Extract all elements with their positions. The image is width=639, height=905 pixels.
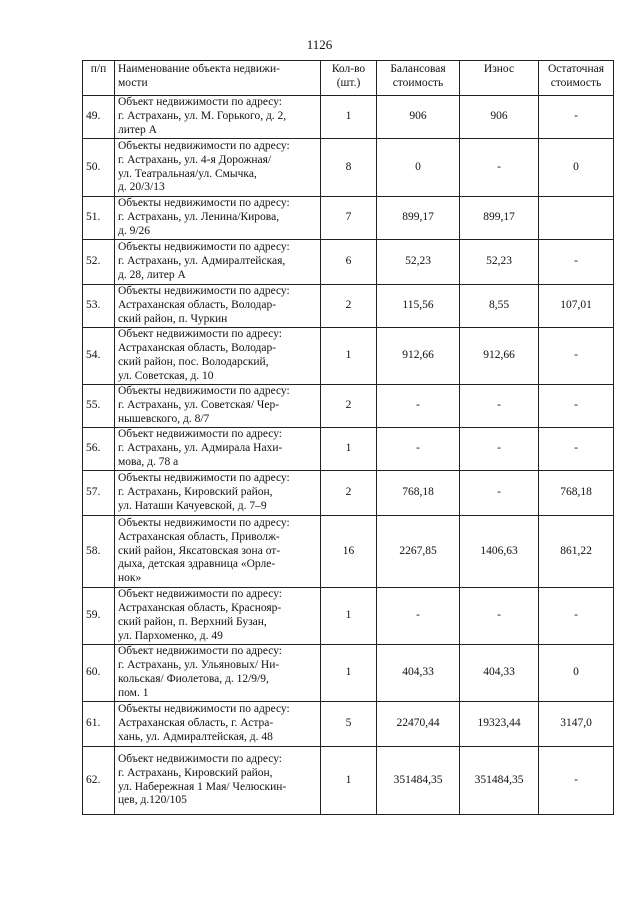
wear-value: 404,33 — [460, 645, 539, 702]
table-row — [83, 240, 614, 285]
header-balance-text: Балансовая стоимость — [390, 63, 446, 89]
wear-value: 351484,35 — [460, 747, 539, 815]
quantity: 7 — [321, 197, 377, 240]
wear-value: 899,17 — [460, 197, 539, 240]
residual-value: - — [539, 385, 614, 428]
row-number: 62. — [83, 747, 115, 815]
quantity: 16 — [321, 516, 377, 588]
wear-value: - — [460, 471, 539, 516]
quantity: 1 — [321, 645, 377, 702]
object-name: Объекты недвижимости по адресу: г. Астрахань, ул. 4-я Дорожная/ ул. Театральная/ул. Смычка, д. 20/3/13 — [115, 139, 321, 197]
row-number: 52. — [83, 240, 115, 285]
object-name: Объекты недвижимости по адресу: г. Астрахань, ул. Адмиралтейская, д. 28, литер А — [115, 240, 321, 285]
header-qty-text: Кол-во (шт.) — [331, 63, 366, 89]
table-row — [83, 385, 614, 428]
wear-value: 906 — [460, 96, 539, 139]
balance-value: 2267,85 — [377, 516, 460, 588]
object-name: Объекты недвижимости по адресу: г. Астрахань, ул. Ленина/Кирова, д. 9/26 — [115, 197, 321, 240]
table-row — [83, 747, 614, 815]
balance-value: 52,23 — [377, 240, 460, 285]
object-name: Объекты недвижимости по адресу: Астраханская область, Володар- ский район, п. Чуркин — [115, 285, 321, 328]
wear-value: - — [460, 139, 539, 197]
balance-value: 768,18 — [377, 471, 460, 516]
object-name: Объект недвижимости по адресу: г. Астрахань, Кировский район, ул. Набережная 1 Мая/ Челюскин- цев, д.120/105 — [115, 747, 321, 815]
wear-value: 19323,44 — [460, 702, 539, 747]
row-number: 49. — [83, 96, 115, 139]
table-row — [83, 471, 614, 516]
quantity: 2 — [321, 285, 377, 328]
wear-value: 52,23 — [460, 240, 539, 285]
residual-value: - — [539, 96, 614, 139]
object-name: Объект недвижимости по адресу: г. Астрахань, ул. Адмирала Нахи- мова, д. 78 а — [115, 428, 321, 471]
table-row — [83, 328, 614, 385]
balance-value: 899,17 — [377, 197, 460, 240]
residual-value: 861,22 — [539, 516, 614, 588]
table-row — [83, 197, 614, 240]
object-name: Объект недвижимости по адресу: г. Астрахань, ул. Ульяновых/ Ни- кольская/ Фиолетова, д. 12/9/9, пом. 1 — [115, 645, 321, 702]
residual-value — [539, 197, 614, 240]
residual-value: 107,01 — [539, 285, 614, 328]
object-name: Объект недвижимости по адресу: Астраханская область, Володар- ский район, пос. Володарский, ул. Советская, д. 10 — [115, 328, 321, 385]
row-number: 53. — [83, 285, 115, 328]
residual-value: 0 — [539, 139, 614, 197]
row-number: 55. — [83, 385, 115, 428]
residual-value: - — [539, 747, 614, 815]
wear-value: - — [460, 385, 539, 428]
residual-value: - — [539, 328, 614, 385]
quantity: 1 — [321, 428, 377, 471]
table-row — [83, 588, 614, 645]
quantity: 6 — [321, 240, 377, 285]
quantity: 2 — [321, 471, 377, 516]
quantity: 1 — [321, 588, 377, 645]
object-name: Объект недвижимости по адресу: Астраханская область, Краснояр- ский район, п. Верхний Бузан, ул. Пархоменко, д. 49 — [115, 588, 321, 645]
object-name: Объекты недвижимости по адресу: Астраханская область, г. Астра- хань, ул. Адмиралтейская, д. 48 — [115, 702, 321, 747]
row-number: 59. — [83, 588, 115, 645]
object-name: Объекты недвижимости по адресу: Астраханская область, Приволж- ский район, Яксатовская зона от- дыха, детская здравница «Орле- нок» — [115, 516, 321, 588]
table-row — [83, 516, 614, 588]
residual-value: 0 — [539, 645, 614, 702]
quantity: 8 — [321, 139, 377, 197]
balance-value: - — [377, 385, 460, 428]
table-row — [83, 645, 614, 702]
object-name: Объект недвижимости по адресу: г. Астрахань, ул. М. Горького, д. 2, литер А — [115, 96, 321, 139]
balance-value: 906 — [377, 96, 460, 139]
table-row — [83, 139, 614, 197]
header-residual — [539, 61, 614, 96]
header-wear: Износ — [460, 61, 539, 96]
wear-value: - — [460, 428, 539, 471]
row-number: 57. — [83, 471, 115, 516]
row-number: 54. — [83, 328, 115, 385]
quantity: 1 — [321, 96, 377, 139]
quantity: 2 — [321, 385, 377, 428]
residual-value: - — [539, 240, 614, 285]
residual-value: - — [539, 428, 614, 471]
row-number: 50. — [83, 139, 115, 197]
row-number: 58. — [83, 516, 115, 588]
header-residual-text: Остаточная стоимость — [547, 63, 605, 89]
wear-value: 912,66 — [460, 328, 539, 385]
header-name-text: Наименование объекта недвижи- мости — [118, 63, 280, 89]
row-number: 51. — [83, 197, 115, 240]
object-name: Объекты недвижимости по адресу: г. Астрахань, Кировский район, ул. Наташи Качуевской, д. 7–9 — [115, 471, 321, 516]
residual-value: 3147,0 — [539, 702, 614, 747]
wear-value: - — [460, 588, 539, 645]
property-table — [82, 60, 614, 815]
table-row — [83, 96, 614, 139]
row-number: 56. — [83, 428, 115, 471]
residual-value: 768,18 — [539, 471, 614, 516]
balance-value: - — [377, 588, 460, 645]
object-name: Объекты недвижимости по адресу: г. Астрахань, ул. Советская/ Чер- нышевского, д. 8/7 — [115, 385, 321, 428]
table-row — [83, 428, 614, 471]
row-number: 61. — [83, 702, 115, 747]
balance-value: 0 — [377, 139, 460, 197]
balance-value: 115,56 — [377, 285, 460, 328]
balance-value: 404,33 — [377, 645, 460, 702]
wear-value: 8,55 — [460, 285, 539, 328]
table-row — [83, 285, 614, 328]
wear-value: 1406,63 — [460, 516, 539, 588]
header-qty — [321, 61, 377, 96]
balance-value: 912,66 — [377, 328, 460, 385]
header-balance — [377, 61, 460, 96]
balance-value: - — [377, 428, 460, 471]
row-number: 60. — [83, 645, 115, 702]
header-row — [83, 61, 614, 96]
header-num: п/п — [83, 61, 115, 96]
residual-value: - — [539, 588, 614, 645]
quantity: 5 — [321, 702, 377, 747]
header-name — [115, 61, 321, 96]
quantity: 1 — [321, 328, 377, 385]
balance-value: 22470,44 — [377, 702, 460, 747]
table-row — [83, 702, 614, 747]
balance-value: 351484,35 — [377, 747, 460, 815]
page-number: 1126 — [306, 37, 333, 52]
quantity: 1 — [321, 747, 377, 815]
